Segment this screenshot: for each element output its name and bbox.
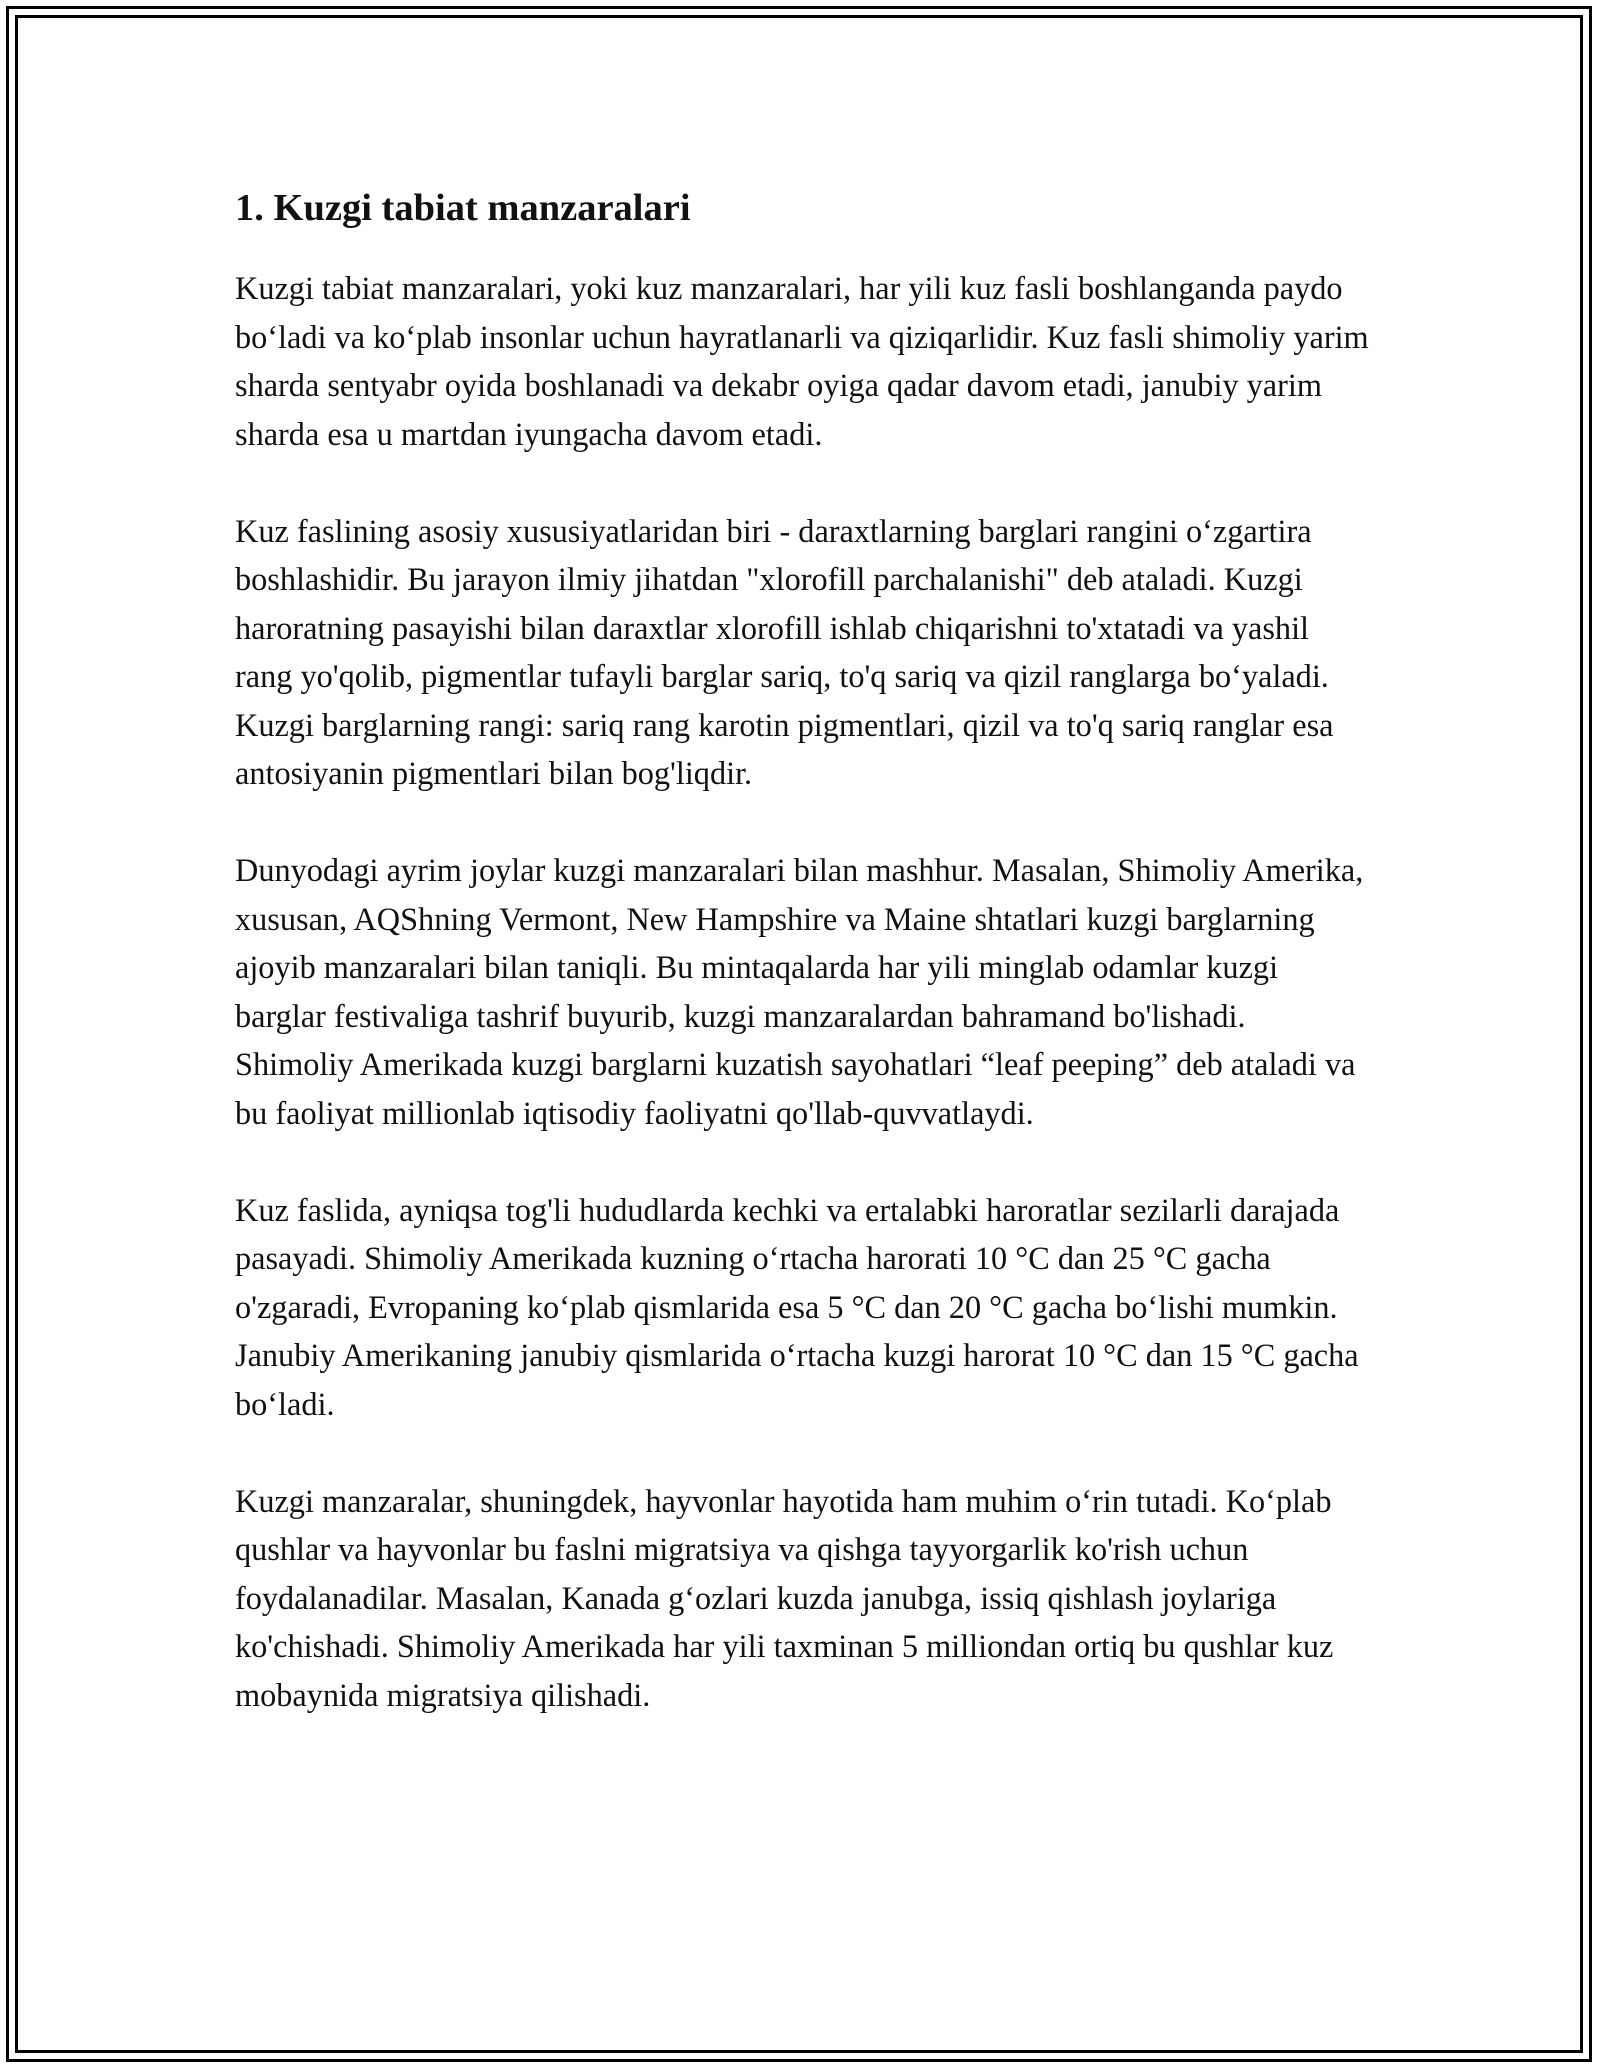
paragraph-2: Kuz faslining asosiy xususiyatlaridan biri - daraxtlarning barglari rangini oʻzgartira boshlashidir. Bu jarayon ilmiy jihatdan "xlorofill parchalanishi" deb ataladi. Kuzgi haroratning pasayishi bilan daraxtlar xlorofill ishlab chiqarishni to'xtatadi va yashil rang yo'qolib, pigmentlar tufayli barglar sariq, to'q sariq va qizil ranglarga boʻyaladi. Kuzgi barglarning rangi: sariq rang karotin pigmentlari, qizil va to'q sariq ranglar esa antosiyanin pigmentlari bilan bog'liqdir.: [235, 512, 1334, 792]
section-heading: 1. Kuzgi tabiat manzaralari: [235, 187, 691, 229]
paragraph-1: Kuzgi tabiat manzaralari, yoki kuz manzaralari, har yili kuz fasli boshlanganda paydo boʻladi va koʻplab insonlar uchun hayratlanarli va qiziqarlidir. Kuz fasli shimoliy yarim sharda sentyabr oyida boshlanadi va dekabr oyiga qadar davom etadi, janubiy yarim sharda esa u martdan iyungacha davom etadi.: [235, 270, 1369, 452]
paragraph-5: Kuzgi manzaralar, shuningdek, hayvonlar hayotida ham muhim oʻrin tutadi. Koʻplab qushlar va hayvonlar bu faslni migratsiya va qishga tayyorgarlik ko'rish uchun foydalanadilar. Masalan, Kanada gʻozlari kuzda janubga, issiq qishlash joylariga ko'chishadi. Shimoliy Amerikada har yili taxminan 5 milliondan ortiq bu qushlar kuz mobaynida migratsiya qilishadi.: [235, 1482, 1334, 1713]
paragraph-4: Kuz faslida, ayniqsa tog'li hududlarda kechki va ertalabki haroratlar sezilarli darajada pasayadi. Shimoliy Amerikada kuzning oʻrtacha harorati 10 °C dan 25 °C gacha o'zgaradi, Evropaning koʻplab qismlarida esa 5 °C dan 20 °C gacha boʻlishi mumkin. Janubiy Amerikaning janubiy qismlarida oʻrtacha kuzgi harorat 10 °C dan 15 °C gacha boʻladi.: [235, 1191, 1359, 1422]
document-body: [235, 185, 1370, 1768]
paragraph-3: Dunyodagi ayrim joylar kuzgi manzaralari bilan mashhur. Masalan, Shimoliy Amerika, xususan, AQShning Vermont, New Hampshire va Maine shtatlari kuzgi barglarning ajoyib manzaralari bilan taniqli. Bu mintaqalarda har yili minglab odamlar kuzgi barglar festivaliga tashrif buyurib, kuzgi manzaralardan bahramand bo'lishadi. Shimoliy Amerikada kuzgi barglarni kuzatish sayohatlari “leaf peeping” deb ataladi va bu faoliyat millionlab iqtisodiy faoliyatni qo'llab-quvvatlaydi.: [235, 852, 1364, 1131]
